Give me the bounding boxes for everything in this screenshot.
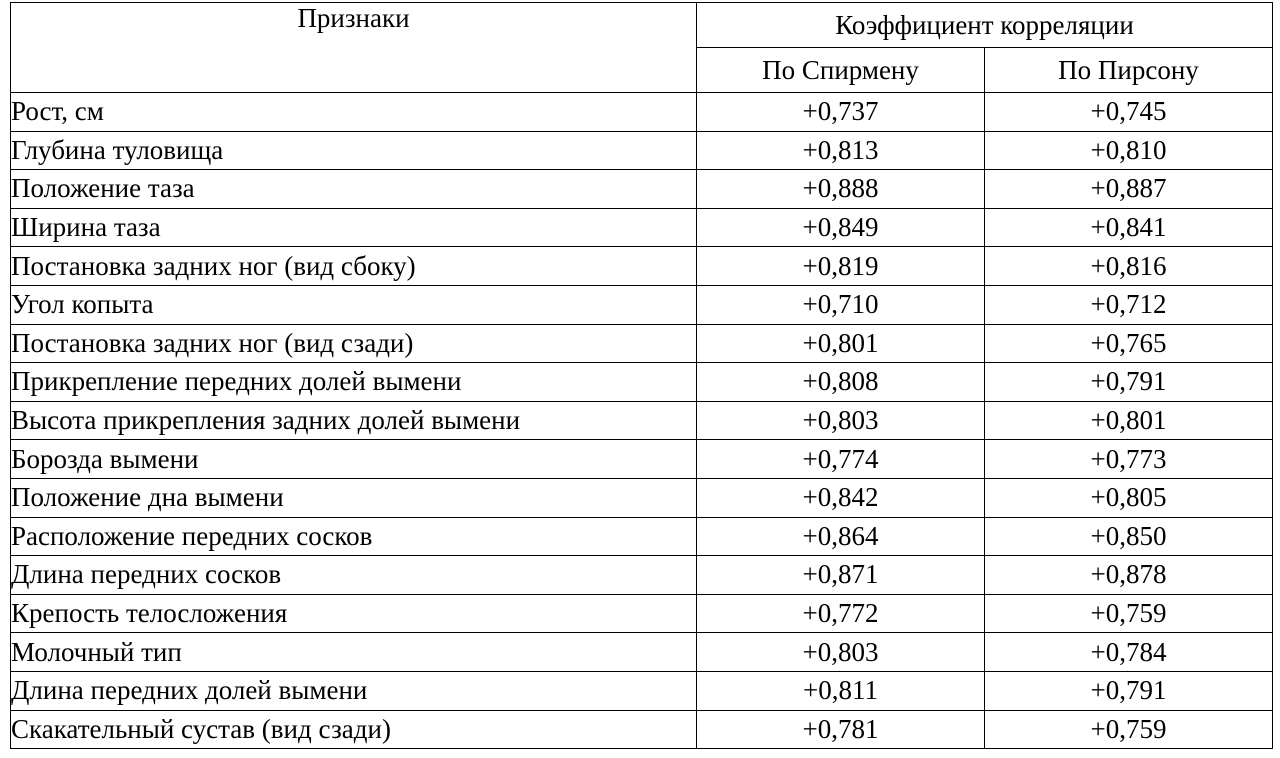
feature-cell: Положение дна вымени — [11, 478, 697, 517]
feature-cell: Борозда вымени — [11, 440, 697, 479]
table-row — [11, 363, 1273, 402]
feature-cell: Молочный тип — [11, 633, 697, 672]
feature-cell: Расположение передних сосков — [11, 517, 697, 556]
feature-cell: Положение таза — [11, 170, 697, 209]
table-row — [11, 440, 1273, 479]
pearson-cell: +0,765 — [985, 324, 1273, 363]
pearson-cell: +0,773 — [985, 440, 1273, 479]
feature-cell: Глубина туловища — [11, 131, 697, 170]
table-row — [11, 671, 1273, 710]
table-row — [11, 478, 1273, 517]
correlation-table — [10, 2, 1273, 749]
pearson-cell: +0,791 — [985, 671, 1273, 710]
pearson-cell: +0,810 — [985, 131, 1273, 170]
spearman-cell: +0,819 — [697, 247, 985, 286]
header-features: Признаки — [11, 3, 697, 93]
table-row — [11, 633, 1273, 672]
header-row-top — [11, 3, 1273, 48]
feature-cell: Рост, см — [11, 93, 697, 132]
feature-cell: Длина передних сосков — [11, 556, 697, 595]
table-row — [11, 710, 1273, 749]
pearson-cell: +0,805 — [985, 478, 1273, 517]
spearman-cell: +0,849 — [697, 208, 985, 247]
table-row — [11, 517, 1273, 556]
pearson-cell: +0,841 — [985, 208, 1273, 247]
feature-cell: Крепость телосложения — [11, 594, 697, 633]
feature-cell: Прикрепление передних долей вымени — [11, 363, 697, 402]
pearson-cell: +0,816 — [985, 247, 1273, 286]
spearman-cell: +0,808 — [697, 363, 985, 402]
feature-cell: Высота прикрепления задних долей вымени — [11, 401, 697, 440]
header-correlation-coefficient: Коэффициент корреляции — [697, 3, 1273, 48]
pearson-cell: +0,887 — [985, 170, 1273, 209]
table-row — [11, 285, 1273, 324]
spearman-cell: +0,803 — [697, 633, 985, 672]
table-header — [11, 3, 1273, 93]
table-row — [11, 93, 1273, 132]
spearman-cell: +0,774 — [697, 440, 985, 479]
pearson-cell: +0,878 — [985, 556, 1273, 595]
spearman-cell: +0,737 — [697, 93, 985, 132]
pearson-cell: +0,745 — [985, 93, 1273, 132]
table-body — [11, 93, 1273, 749]
table-row — [11, 131, 1273, 170]
header-pearson: По Пирсону — [985, 48, 1273, 93]
spearman-cell: +0,842 — [697, 478, 985, 517]
spearman-cell: +0,864 — [697, 517, 985, 556]
spearman-cell: +0,888 — [697, 170, 985, 209]
feature-cell: Постановка задних ног (вид сбоку) — [11, 247, 697, 286]
spearman-cell: +0,813 — [697, 131, 985, 170]
feature-cell: Ширина таза — [11, 208, 697, 247]
table-row — [11, 401, 1273, 440]
pearson-cell: +0,791 — [985, 363, 1273, 402]
pearson-cell: +0,759 — [985, 594, 1273, 633]
pearson-cell: +0,759 — [985, 710, 1273, 749]
spearman-cell: +0,811 — [697, 671, 985, 710]
spearman-cell: +0,781 — [697, 710, 985, 749]
feature-cell: Длина передних долей вымени — [11, 671, 697, 710]
table-row — [11, 208, 1273, 247]
table-row — [11, 247, 1273, 286]
feature-cell: Угол копыта — [11, 285, 697, 324]
spearman-cell: +0,801 — [697, 324, 985, 363]
table-row — [11, 170, 1273, 209]
header-spearman: По Спирмену — [697, 48, 985, 93]
feature-cell: Постановка задних ног (вид сзади) — [11, 324, 697, 363]
pearson-cell: +0,850 — [985, 517, 1273, 556]
spearman-cell: +0,803 — [697, 401, 985, 440]
table-row — [11, 594, 1273, 633]
table-row — [11, 556, 1273, 595]
table-row — [11, 324, 1273, 363]
spearman-cell: +0,772 — [697, 594, 985, 633]
pearson-cell: +0,801 — [985, 401, 1273, 440]
spearman-cell: +0,710 — [697, 285, 985, 324]
pearson-cell: +0,712 — [985, 285, 1273, 324]
pearson-cell: +0,784 — [985, 633, 1273, 672]
spearman-cell: +0,871 — [697, 556, 985, 595]
feature-cell: Скакательный сустав (вид сзади) — [11, 710, 697, 749]
